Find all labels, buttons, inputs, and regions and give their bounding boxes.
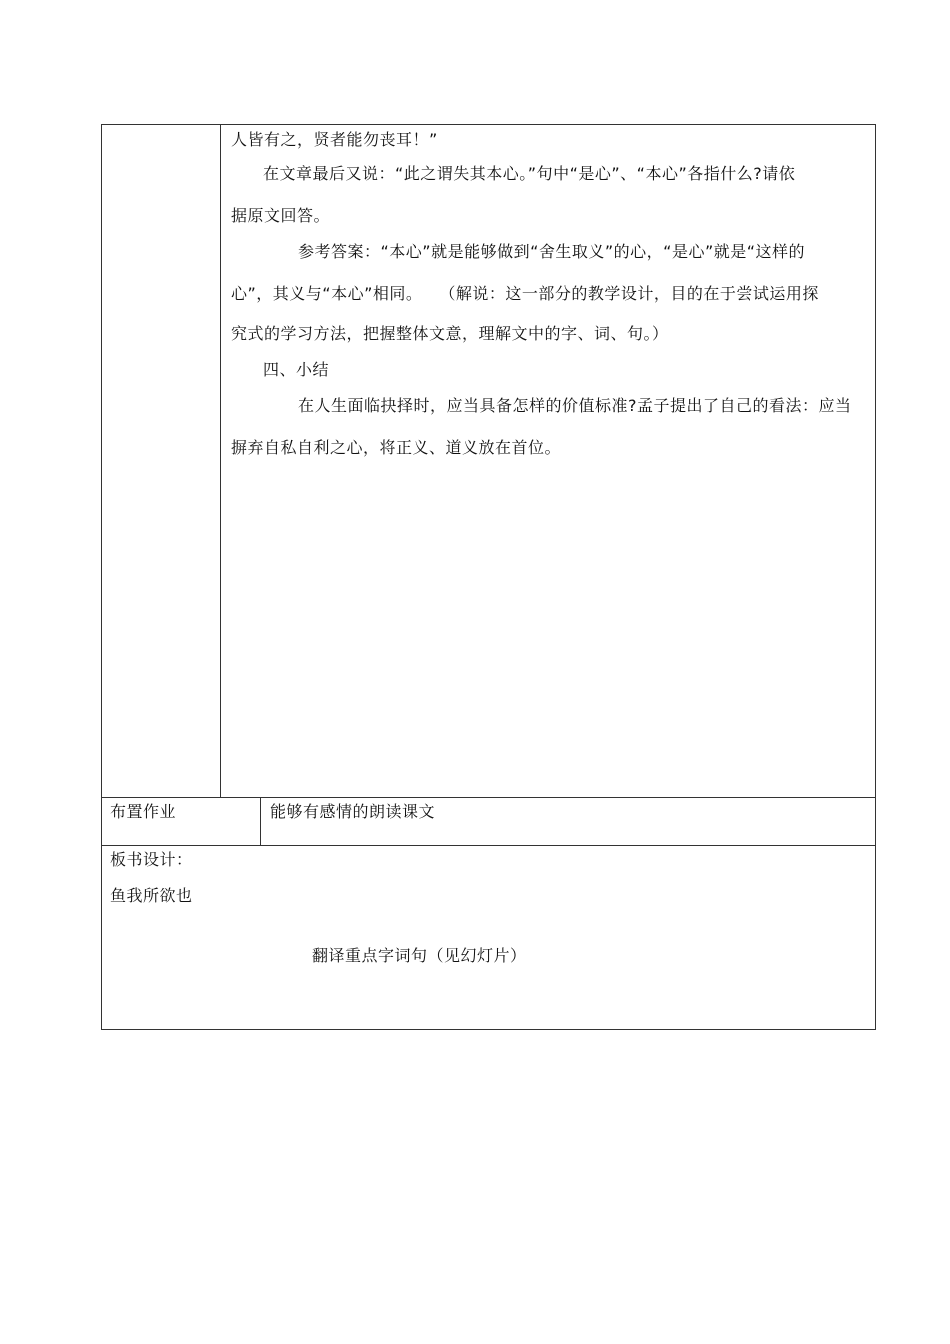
- table-column-divider: [220, 124, 221, 797]
- content-line-9: 摒弃自私自利之心，将正义、道义放在首位。: [231, 438, 562, 457]
- board-title: 鱼我所欲也: [110, 886, 193, 905]
- section-heading-summary: 四、小结: [263, 360, 330, 379]
- content-line-4: 参考答案：“本心”就是能够做到“舍生取义”的心，“是心”就是“这样的: [298, 242, 806, 261]
- homework-value: 能够有感情的朗读课文: [270, 802, 436, 821]
- board-note: 翻译重点字词句（见幻灯片）: [312, 946, 527, 965]
- content-line-2: 在文章最后又说：“此之谓失其本心。”句中“是心”、“本心”各指什么?请依: [263, 164, 796, 183]
- homework-label: 布置作业: [110, 802, 177, 821]
- table-row-divider-homework: [101, 797, 876, 798]
- content-line-8: 在人生面临抉择时，应当具备怎样的价值标准?孟子提出了自己的看法：应当: [298, 396, 852, 415]
- table-row-divider-board: [101, 845, 876, 846]
- homework-column-divider: [260, 797, 261, 845]
- content-line-6: 究式的学习方法，把握整体文意，理解文中的字、词、句。）: [231, 324, 669, 343]
- board-label: 板书设计：: [110, 850, 193, 869]
- content-line-1: 人皆有之，贤者能勿丧耳！”: [231, 130, 438, 149]
- content-line-5: 心”，其义与“本心”相同。 （解说：这一部分的教学设计，目的在于尝试运用探: [231, 284, 819, 303]
- content-line-3: 据原文回答。: [231, 206, 331, 225]
